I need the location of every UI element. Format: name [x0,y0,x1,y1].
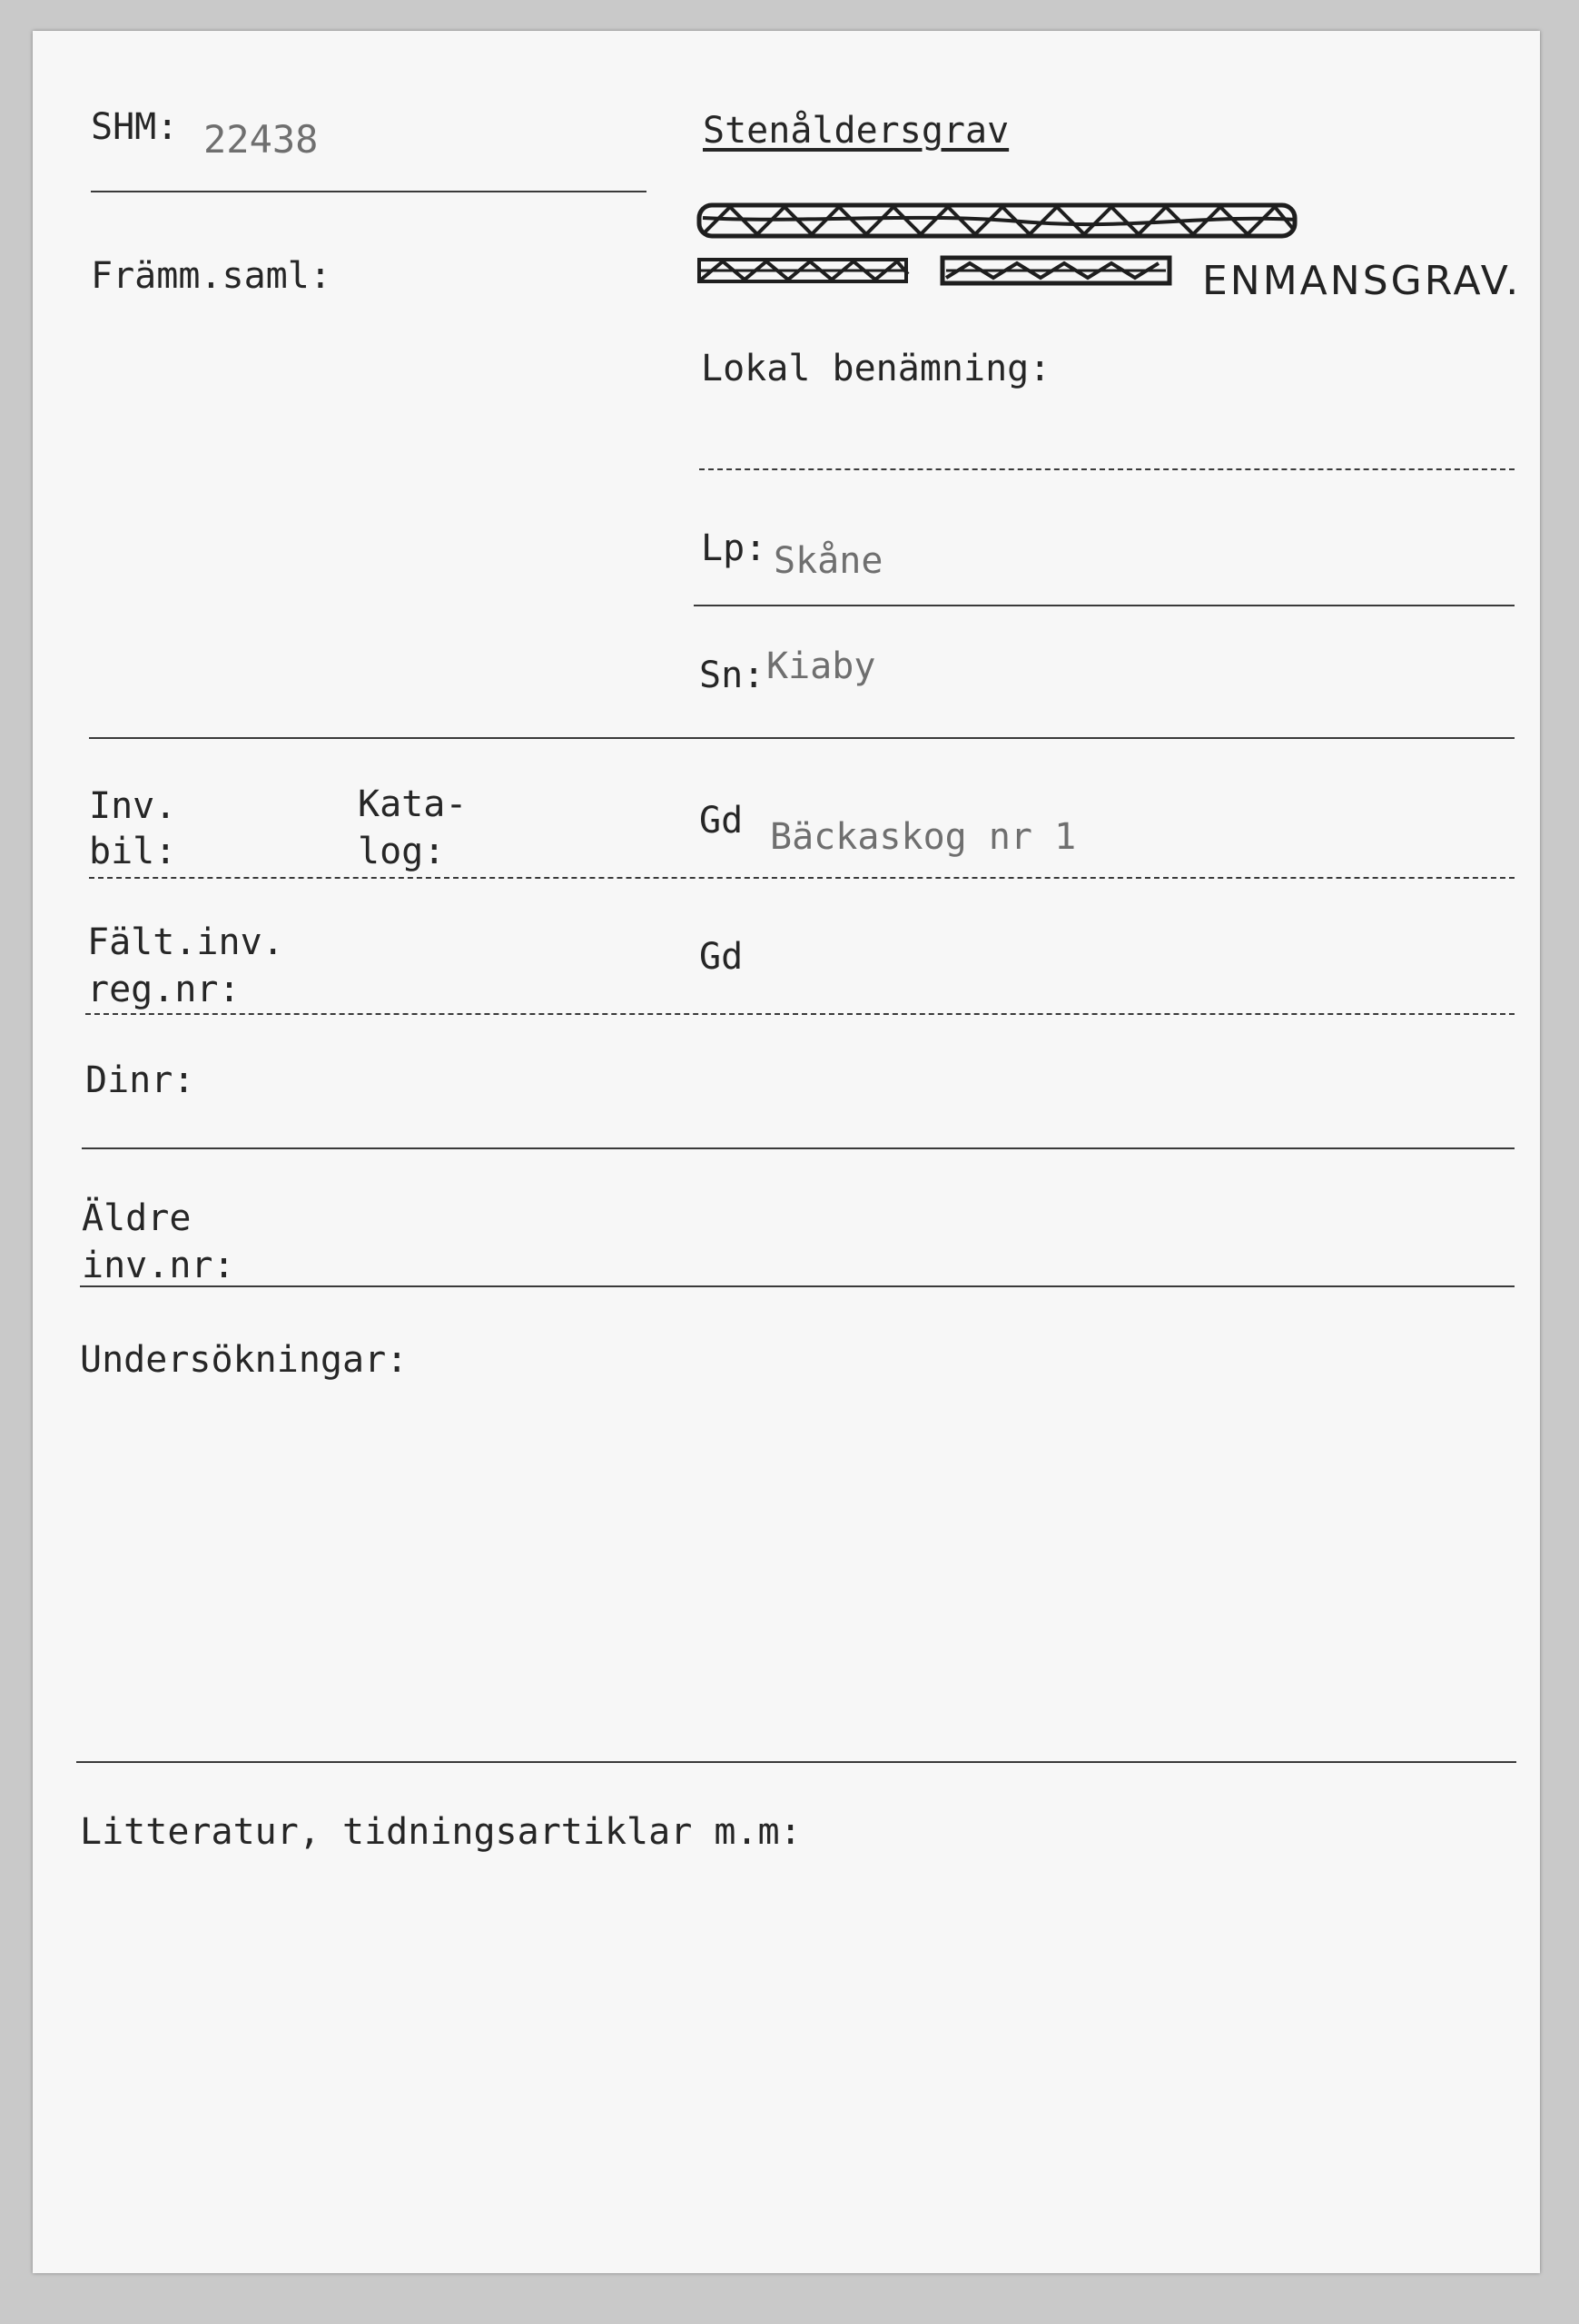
divider-3 [85,1013,1515,1015]
dinr-label: Dinr: [85,1059,195,1101]
catalog-card [33,31,1540,2273]
undersokningar-label: Undersökningar: [80,1339,409,1381]
shm-underline [91,191,646,192]
shm-number: 22438 [203,117,319,162]
crossed-out-text-3 [939,252,1175,289]
litteratur-label: Litteratur, tidningsartiklar m.m: [80,1811,802,1853]
lokal-benamning-label: Lokal benämning: [701,348,1051,389]
crossed-out-text-1 [694,196,1304,243]
lp-label: Lp: [701,527,767,569]
lokal-underline [699,468,1515,470]
aldre-label-1: Äldre [82,1197,192,1239]
sn-value: Kiaby [766,645,876,687]
divider-5 [80,1285,1515,1287]
gd-label-2: Gd [699,936,744,978]
crossed-out-text-2 [696,252,913,289]
divider-4 [82,1147,1515,1149]
lp-underline [694,605,1515,606]
aldre-label-2: inv.nr: [82,1245,235,1286]
katalog-label-1: Kata- [358,783,468,825]
falt-inv-label-2: reg.nr: [87,969,241,1010]
shm-label: SHM: [91,106,179,148]
inv-bil-label-1: Inv. [89,785,177,827]
lp-value: Skåne [774,540,883,582]
category-title: Stenåldersgrav [703,110,1010,152]
divider-6 [76,1761,1516,1763]
katalog-label-2: log: [358,831,446,872]
divider-1 [89,737,1515,739]
inv-bil-label-2: bil: [89,831,177,872]
gd-label-1: Gd [699,800,744,842]
sn-label: Sn: [699,655,765,696]
handwritten-grave-type: ENMANSGRAV. [1202,258,1522,304]
divider-2 [89,877,1515,879]
gd-value-1: Bäckaskog nr 1 [770,816,1077,858]
framm-saml-label: Främm.saml: [91,255,331,297]
falt-inv-label-1: Fält.inv. [87,921,284,963]
